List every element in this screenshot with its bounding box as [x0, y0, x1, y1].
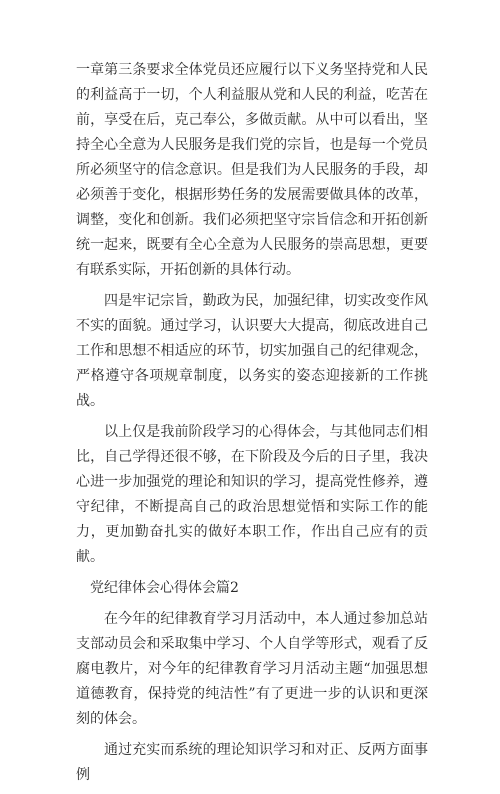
- paragraph-summary: 以上仅是我前阶段学习的心得体会，与其他同志们相比，自己学得还很不够，在下阶段及今后的日子里，我决心进一步加强党的理论和知识的学习，提高党性修养，遵守纪律，不断提高自己的政治思想觉悟和实际工作的能力，更加勤奋扎实的做好本职工作，作出自己应有的贡献。: [76, 424, 428, 565]
- paragraph-party-duties: 一章第三条要求全体党员还应履行以下义务坚持党和人民的利益高于一切，个人利益服从党和人民的利益，吃苦在前，享受在后，克己奉公，多做贡献。从中可以看出，坚持全心全意为人民服务是我们党的宗旨，也是每一个党员所必须坚守的信念意识。但是我们为人民服务的手段，却必须善于变化，根据形势任务的发展需要做具体的改革，调整，变化和创新。我们必须把坚守宗旨信念和开拓创新统一起来，既要有全心全意为人民服务的崇高思想，更要有联系实际，开拓创新的具体行动。: [76, 62, 428, 278]
- paragraph-point-four: 四是牢记宗旨，勤政为民，加强纪律，切实改变作风不实的面貌。通过学习，认识要大大提高，彻底改进自己工作和思想不相适应的环节，切实加强自己的纪律观念，严格遵守各项规章制度，以务实的姿态迎接新的工作挑战。: [76, 293, 428, 409]
- document-body: [76, 58, 428, 794]
- paragraph-continuation: 通过充实而系统的理论知识学习和对正、反两方面事例: [76, 742, 428, 783]
- paragraph-discipline-month: 在今年的纪律教育学习月活动中，本人通过参加总站支部动员会和采取集中学习、个人自学等形式，观看了反腐电教片，对今年的纪律教育学习月活动主题“加强思想道德教育，保持党的纯洁性”有了更进一步的认识和更深刻的体会。: [76, 611, 428, 727]
- section-heading: 党纪律体会心得体会篇2: [90, 580, 239, 596]
